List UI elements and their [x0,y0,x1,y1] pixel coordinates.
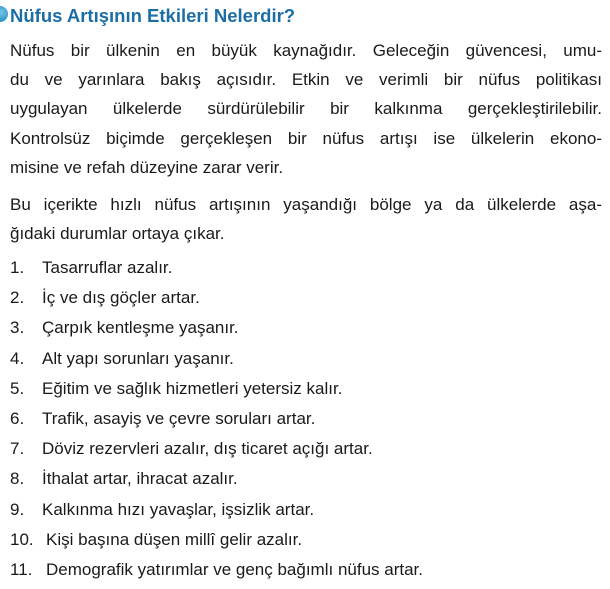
item-text: Alt yapı sorunları yaşanır. [42,348,234,368]
list-item [10,555,423,585]
item-number: 8. [10,469,25,489]
item-number: 5. [10,378,25,398]
intro-paragraph [10,36,602,182]
item-number: 10. [10,529,34,549]
item-number: 4. [10,348,25,368]
item-text: Demografik yatırımlar ve genç bağımlı nüfus artar. [46,559,423,579]
item-text: İthalat artar, ihracat azalır. [42,469,238,489]
item-number: 6. [10,408,25,428]
lead-paragraph [10,190,602,248]
list-item [10,313,423,343]
intro-line: uygulayan ülkelerde sürdürülebilir bir kalkınma gerçekleştirilebilir. [10,99,602,119]
lead-line: ğıdaki durumlar ortaya çıkar. [10,224,225,244]
list-item [10,344,423,374]
item-text: Kalkınma hızı yavaşlar, işsizlik artar. [42,499,315,519]
section-title: Nüfus Artışının Etkileri Nelerdir? [10,5,296,26]
list-item [10,283,423,313]
list-item [10,253,423,283]
lead-line: Bu içerikte hızlı nüfus artışının yaşandığı bölge ya da ülkelerde aşa- [10,195,602,214]
item-text: Döviz rezervleri azalır, dış ticaret açığı artar. [42,439,373,459]
item-text: Eğitim ve sağlık hizmetleri yetersiz kalır. [42,378,343,398]
item-text: Kişi başına düşen millî gelir azalır. [46,529,303,549]
item-text: Trafik, asayiş ve çevre soruları artar. [42,408,316,428]
item-number: 1. [10,258,25,277]
item-number: 11. [10,559,33,579]
list-item [10,464,423,494]
item-text: İç ve dış göçler artar. [42,288,200,308]
list-item [10,525,423,555]
item-text: Çarpık kentleşme yaşanır. [42,318,239,338]
intro-line: misine ve refah düzeyine zarar verir. [10,157,284,177]
intro-line: du ve yarınlara bakış açısıdır. Etkin ve verimli bir nüfus politikası [10,70,602,90]
section-bullet-icon [0,6,8,22]
item-number: 2. [10,288,25,308]
intro-line: Nüfus bir ülkenin en büyük kaynağıdır. Geleceğin güvencesi, umu- [10,41,602,60]
effects-list [10,253,423,585]
item-number: 7. [10,439,25,459]
list-item [10,404,423,434]
item-text: Tasarruflar azalır. [42,258,173,277]
list-item [10,434,423,464]
item-number: 3. [10,318,25,338]
intro-line: Kontrolsüz biçimde gerçekleşen bir nüfus artışı ise ülkelerin ekono- [10,128,602,148]
item-number: 9. [10,499,25,519]
list-item [10,495,423,525]
list-item [10,374,423,404]
